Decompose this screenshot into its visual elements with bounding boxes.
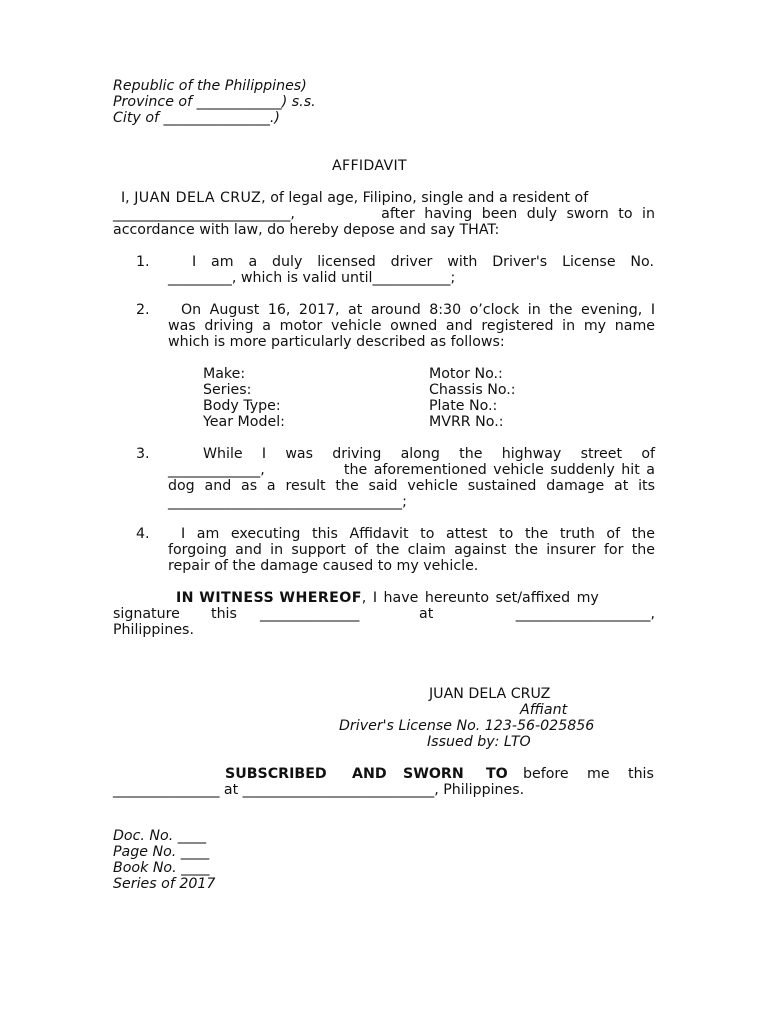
intro-sworn-text: after having been duly sworn to in (381, 206, 655, 222)
vehicle-mvrr-no: MVRR No.: (429, 414, 504, 430)
witness-line-1 (113, 590, 655, 606)
item-4-text-1: I am executing this Affidavit to attest to the truth of the (181, 526, 655, 542)
notarial-series: Series of 2017 (113, 876, 216, 892)
intro-prefix: I, (121, 190, 130, 206)
vehicle-body-type: Body Type: (203, 398, 281, 414)
notarial-page-no: Page No. ____ (113, 844, 210, 860)
jurat-before: before (523, 766, 569, 782)
vehicle-chassis-no: Chassis No.: (429, 382, 516, 398)
witness-date-blank: ______________ (260, 606, 360, 622)
item-3-text-2: the aforementioned vehicle suddenly hit a (343, 462, 655, 478)
affiant-name: JUAN DELA CRUZ (134, 190, 262, 206)
intro-text: , of legal age, Filipino, single and a resident of (261, 190, 589, 206)
vehicle-motor-no: Motor No.: (429, 366, 503, 382)
item-3-line-2 (168, 462, 655, 478)
item-4-line-3: repair of the damage caused to my vehicle. (168, 558, 479, 574)
residence-blank: _________________________, (113, 206, 295, 222)
damage-blank: _________________________________; (168, 494, 407, 510)
item-3-line-1 (203, 446, 655, 462)
item-2-line-3: which is more particularly described as follows: (168, 334, 505, 350)
jurat-subscribed: SUBSCRIBED (225, 766, 327, 782)
item-2-text-1: On August 16, 2017, at around 8:30 o’clock in the evening, I (181, 302, 655, 318)
caption-city: City of _______________.) (113, 110, 280, 126)
jurat-heading (225, 766, 507, 782)
item-3-text-1: While I was driving along the highway street of (203, 446, 655, 462)
item-4-text-2: forgoing and in support of the claim against the insurer for the (168, 542, 655, 558)
item-1-line-2: _________, which is valid until___________; (168, 270, 456, 286)
witness-signature-word: signature (113, 606, 180, 622)
item-3-number: 3. (136, 446, 150, 462)
item-2-text-2: was driving a motor vehicle owned and registered in my name (168, 318, 655, 334)
witness-line-3: Philippines. (113, 622, 194, 638)
witness-text: , I have hereunto set/affixed my (361, 590, 599, 606)
intro-line-3: accordance with law, do hereby depose and say THAT: (113, 222, 500, 238)
signatory-name: JUAN DELA CRUZ (429, 686, 551, 702)
vehicle-plate-no: Plate No.: (429, 398, 498, 414)
witness-heading: IN WITNESS WHEREOF (176, 590, 362, 606)
item-1-text-1: I am a duly licensed driver with Driver's License No. (192, 254, 654, 270)
item-2-line-1 (181, 302, 655, 318)
jurat-and: AND (352, 766, 387, 782)
license-issuer: Issued by: LTO (427, 734, 531, 750)
jurat-sworn: SWORN (403, 766, 464, 782)
highway-street-blank: _____________, (168, 462, 265, 478)
document-title: AFFIDAVIT (332, 158, 407, 174)
item-1-number: 1. (136, 254, 150, 270)
witness-this-word: this (211, 606, 237, 622)
vehicle-series: Series: (203, 382, 252, 398)
signatory-role: Affiant (520, 702, 568, 718)
vehicle-make: Make: (203, 366, 246, 382)
witness-at-word: at (419, 606, 434, 622)
jurat-me: me (587, 766, 610, 782)
notarial-doc-no: Doc. No. ____ (113, 828, 207, 844)
drivers-license-number: Driver's License No. 123-56-025856 (339, 718, 595, 734)
vehicle-year-model: Year Model: (203, 414, 285, 430)
caption-province: Province of ____________) s.s. (113, 94, 316, 110)
item-4-line-2 (168, 542, 655, 558)
item-2-number: 2. (136, 302, 150, 318)
notarial-book-no: Book No. ____ (113, 860, 210, 876)
item-1-line-1 (192, 254, 654, 270)
jurat-to: TO (486, 766, 508, 782)
item-2-line-2 (168, 318, 655, 334)
jurat-line-2: _______________ at ___________________________, Philippines. (113, 782, 525, 798)
caption-republic: Republic of the Philippines) (113, 78, 307, 94)
intro-line-1 (113, 190, 655, 206)
item-3-text-3: dog and as a result the said vehicle sustained damage at its (168, 478, 655, 494)
intro-line-2 (113, 206, 655, 222)
item-4-number: 4. (136, 526, 150, 542)
witness-line-2 (113, 606, 655, 622)
item-4-line-1 (181, 526, 655, 542)
witness-place-blank: ___________________, (515, 606, 655, 622)
item-3-line-3 (168, 478, 655, 494)
jurat-this: this (628, 766, 654, 782)
